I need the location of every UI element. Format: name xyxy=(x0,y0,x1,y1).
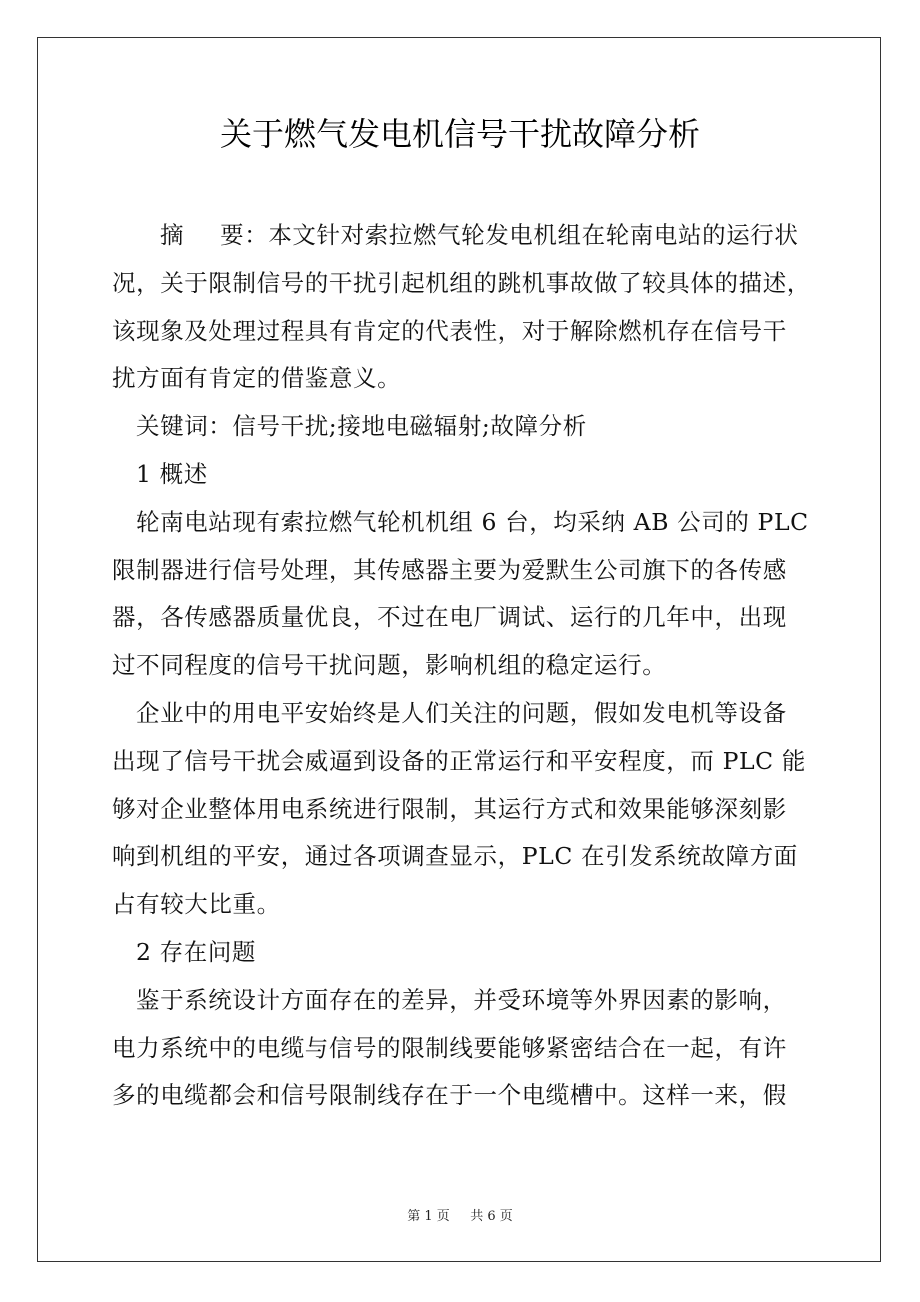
paragraph-line: 轮南电站现有索拉燃气轮机机组 6 台，均采纳 AB 公司的 PLC xyxy=(136,507,809,536)
total-pages-label: 共 6 页 xyxy=(470,1209,513,1224)
paragraph-line: 限制器进行信号处理，其传感器主要为爱默生公司旗下的各传感 xyxy=(112,555,787,584)
current-page-label: 第 1 页 xyxy=(407,1209,450,1224)
paragraph-line: 多的电缆都会和信号限制线存在于一个电缆槽中。这样一来，假 xyxy=(112,1081,787,1110)
paragraph-line: 够对企业整体用电系统进行限制，其运行方式和效果能够深刻影 xyxy=(112,794,787,823)
paragraph-line: 鉴于系统设计方面存在的差异，并受环境等外界因素的影响， xyxy=(136,985,787,1014)
abstract-line xyxy=(112,212,812,260)
abstract-label-1: 摘 xyxy=(160,221,185,249)
abstract-label-2: 要： xyxy=(220,221,269,249)
abstract-line: 扰方面有肯定的借鉴意义。 xyxy=(112,364,402,393)
paragraph-line: 企业中的用电平安始终是人们关注的问题，假如发电机等设备 xyxy=(136,698,787,727)
document-body xyxy=(112,212,812,1120)
paragraph-line: 器，各传感器质量优良，不过在电厂调试、运行的几年中，出现 xyxy=(112,603,787,632)
keywords: 关键词：信号干扰;接地电磁辐射;故障分析 xyxy=(136,412,587,441)
paragraph-line: 占有较大比重。 xyxy=(112,890,281,919)
abstract-line: 该现象及处理过程具有肯定的代表性，对于解除燃机存在信号干 xyxy=(112,316,787,345)
page-footer xyxy=(0,1207,920,1227)
paragraph-line: 电力系统中的电缆与信号的限制线要能够紧密结合在一起，有许 xyxy=(112,1033,787,1062)
document-title: 关于燃气发电机信号干扰故障分析 xyxy=(219,115,700,153)
abstract-line: 况，关于限制信号的干扰引起机组的跳机事故做了较具体的描述， xyxy=(112,268,811,297)
section-heading: 2 存在问题 xyxy=(136,937,257,966)
paragraph-line: 出现了信号干扰会威逼到设备的正常运行和平安程度，而 PLC 能 xyxy=(112,746,806,775)
section-heading: 1 概述 xyxy=(136,459,208,488)
abstract-text: 本文针对索拉燃气轮发电机组在轮南电站的运行状 xyxy=(268,221,799,249)
paragraph-line: 响到机组的平安，通过各项调查显示，PLC 在引发系统故障方面 xyxy=(112,842,798,871)
paragraph-line: 过不同程度的信号干扰问题，影响机组的稳定运行。 xyxy=(112,651,667,680)
